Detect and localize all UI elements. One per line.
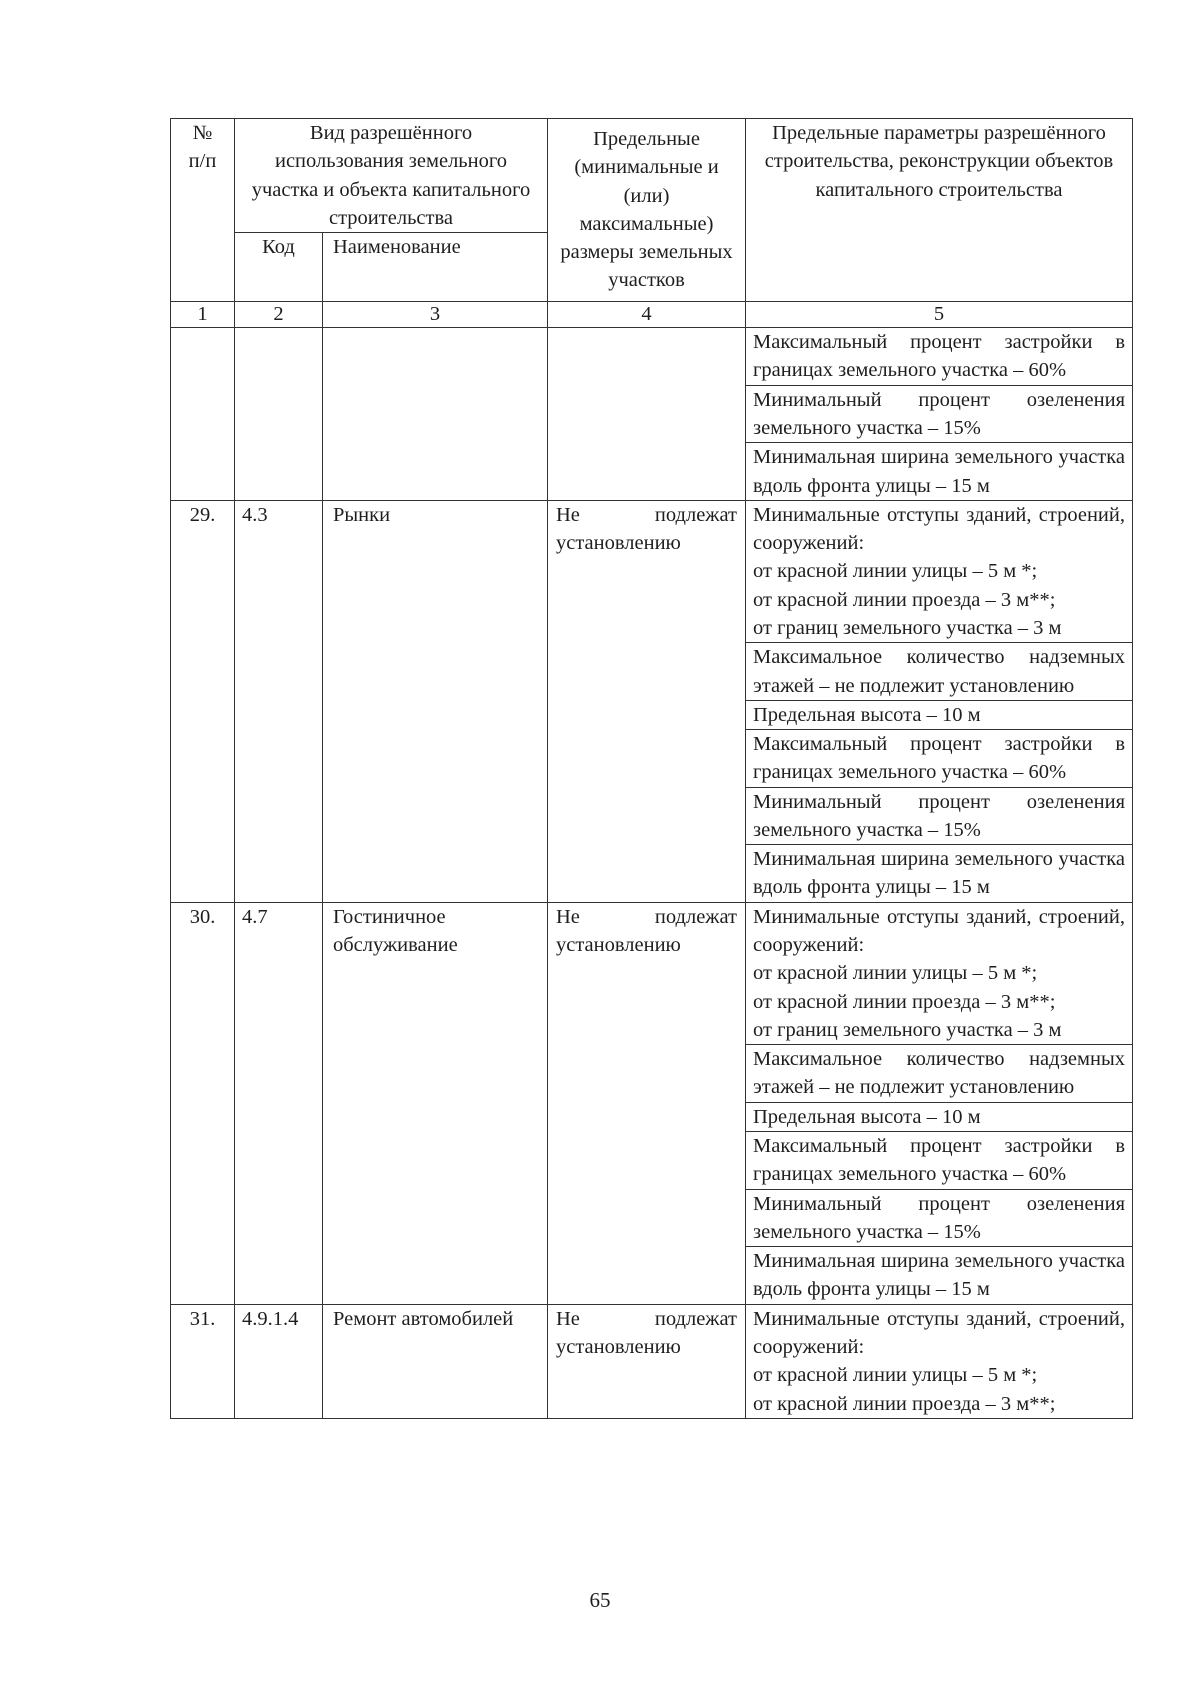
row-code-cell: 4.3 [235, 500, 323, 902]
param-text: Минимальная ширина земельного участка вдоль фронта улицы – 15 м [753, 848, 1125, 899]
param-cell [746, 500, 1133, 642]
param-cell [746, 643, 1133, 701]
plot-size-text: Не подлежат установлению [556, 1307, 737, 1358]
param-text: Минимальная ширина земельного участка вдоль фронта улицы – 15 м [753, 1250, 1125, 1301]
page-number: 65 [589, 1588, 611, 1612]
row-size-cell [548, 500, 746, 902]
row-size-cell [548, 328, 746, 501]
row-number-cell [171, 328, 235, 501]
param-cell [746, 1189, 1133, 1247]
param-text: Предельная высота – 10 м [753, 1105, 981, 1128]
param-text: от границ земельного участка – 3 м [753, 1018, 1062, 1041]
param-cell [746, 385, 1133, 443]
param-text: Максимальное количество надземных этажей – не подлежит установлению [753, 646, 1125, 697]
header-number: № п/п [171, 119, 235, 302]
param-text: Минимальный процент озеленения земельного участка – 15% [753, 1192, 1125, 1243]
param-text: от красной линии улицы – 5 м *; [753, 560, 1038, 583]
column-number: 3 [323, 302, 548, 328]
param-text: от границ земельного участка – 3 м [753, 616, 1062, 639]
header-plot-size: Предельные (минимальные и (или) максимальные) размеры земельных участков [548, 119, 746, 302]
column-number: 2 [235, 302, 323, 328]
param-cell [746, 902, 1133, 1044]
param-text: Минимальная ширина земельного участка вдоль фронта улицы – 15 м [753, 446, 1125, 497]
table-row [171, 1304, 1133, 1418]
column-number-row [171, 302, 1133, 328]
param-cell [746, 443, 1133, 501]
plot-size-text: Не подлежат установлению [556, 905, 737, 957]
param-text: Предельная высота – 10 м [753, 703, 981, 726]
zoning-table [170, 118, 1133, 1419]
param-cell [746, 845, 1133, 903]
param-cell [746, 1132, 1133, 1190]
column-number: 5 [746, 302, 1133, 328]
param-text: от красной линии проезда – 3 м**; [753, 588, 1056, 611]
table-row [171, 500, 1133, 642]
param-cell [746, 700, 1133, 729]
param-text: Максимальный процент застройки в границах земельного участка – 60% [753, 733, 1125, 784]
header-parameters: Предельные параметры разрешённого строительства, реконструкции объектов капитального строительства [746, 119, 1133, 302]
param-text: Минимальные отступы зданий, строений, сооружений: [753, 905, 1125, 957]
row-name-cell: Рынки [323, 500, 548, 902]
param-text: Максимальное количество надземных этажей – не подлежит установлению [753, 1048, 1125, 1099]
param-text: Минимальный процент озеленения земельного участка – 15% [753, 790, 1125, 841]
param-text: Минимальные отступы зданий, строений, сооружений: [753, 503, 1125, 555]
param-cell [746, 1102, 1133, 1131]
table-row [171, 902, 1133, 1044]
column-number: 4 [548, 302, 746, 328]
row-name-cell: Ремонт автомобилей [323, 1304, 548, 1418]
row-number-cell: 31. [171, 1304, 235, 1418]
param-text: Максимальный процент застройки в границах земельного участка – 60% [753, 1135, 1125, 1186]
param-text: Минимальный процент озеленения земельного участка – 15% [753, 388, 1125, 439]
param-cell [746, 328, 1133, 386]
param-text: от красной линии улицы – 5 м *; [753, 962, 1038, 985]
plot-size-text: Не подлежат установлению [556, 503, 737, 555]
param-text: от красной линии улицы – 5 м *; [753, 1364, 1038, 1387]
row-number-cell: 30. [171, 902, 235, 1304]
column-number: 1 [171, 302, 235, 328]
row-number-cell: 29. [171, 500, 235, 902]
row-code-cell [235, 328, 323, 501]
param-cell [746, 1247, 1133, 1305]
header-code: Код [235, 233, 323, 302]
param-cell [746, 1045, 1133, 1103]
row-code-cell: 4.7 [235, 902, 323, 1304]
param-text: Минимальные отступы зданий, строений, сооружений: [753, 1307, 1125, 1358]
header-permitted-use: Вид разрешённого использования земельного участка и объекта капитального строительства [235, 119, 548, 233]
row-code-cell: 4.9.1.4 [235, 1304, 323, 1418]
row-size-cell [548, 902, 746, 1304]
header-name: Наименование [323, 233, 548, 302]
param-text: от красной линии проезда – 3 м**; [753, 990, 1056, 1013]
row-name-cell: Гостиничное обслуживание [323, 902, 548, 1304]
param-cell [746, 730, 1133, 788]
continued-row [171, 328, 1133, 386]
param-text: от красной линии проезда – 3 м**; [753, 1392, 1056, 1415]
param-cell [746, 1304, 1133, 1418]
row-name-cell [323, 328, 548, 501]
row-size-cell [548, 1304, 746, 1418]
param-text: Максимальный процент застройки в границах земельного участка – 60% [753, 331, 1125, 382]
param-cell [746, 787, 1133, 845]
